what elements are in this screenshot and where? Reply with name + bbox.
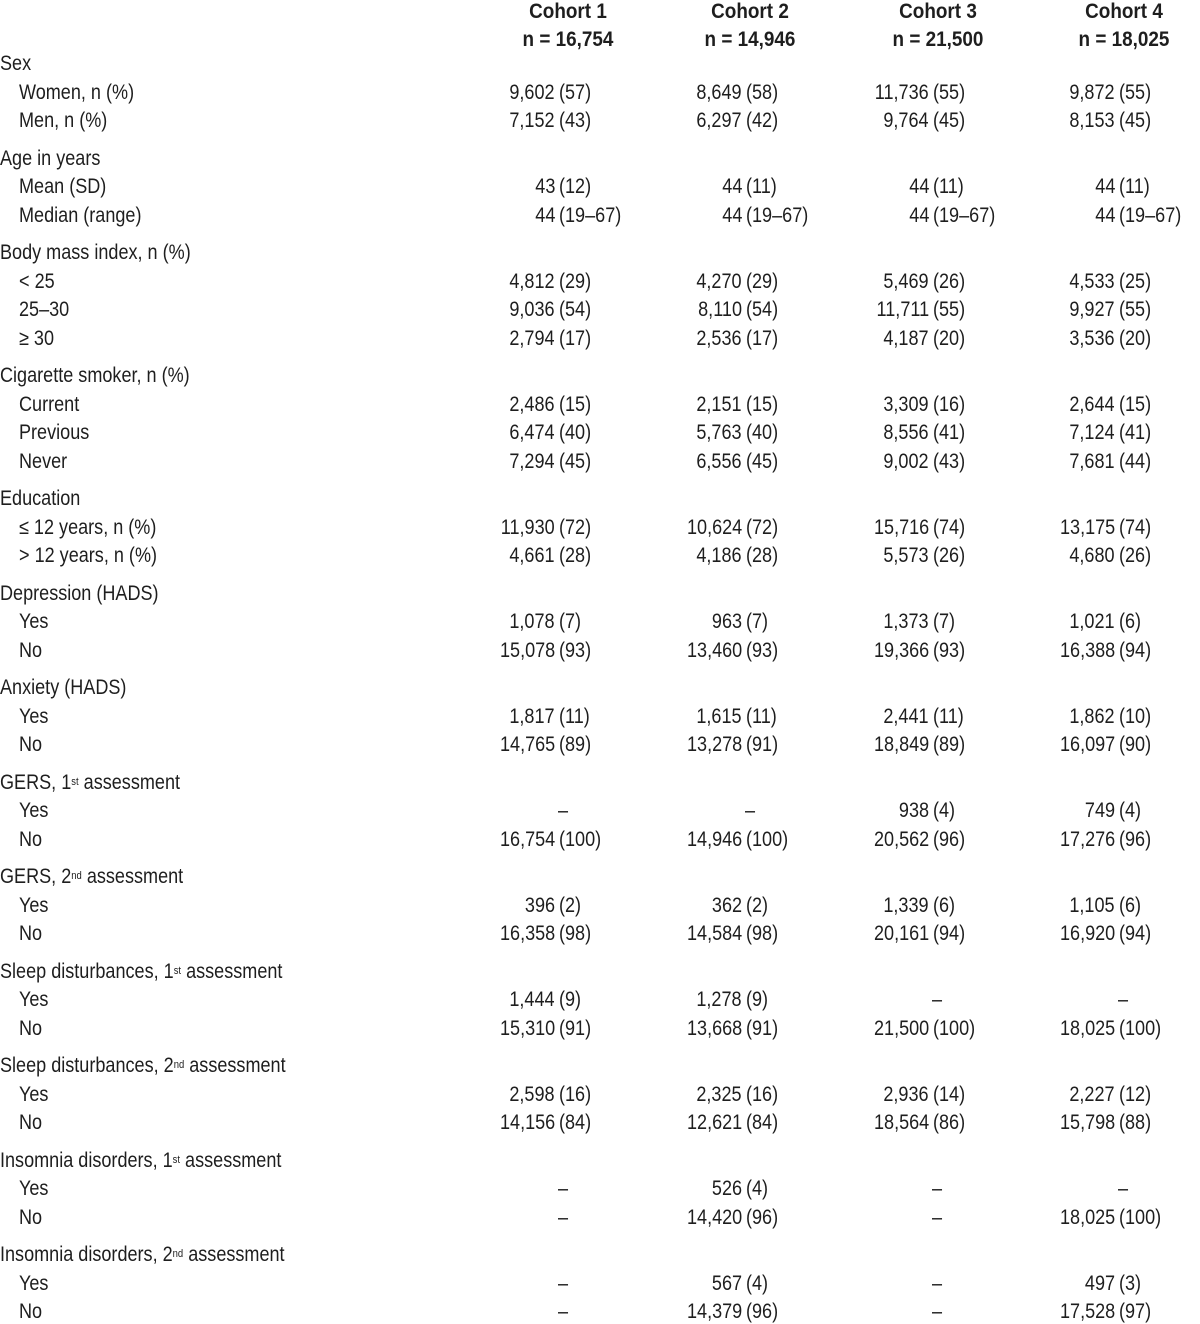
percent-value: (89) xyxy=(559,733,592,756)
percent-value: (98) xyxy=(746,922,779,945)
group-label-text: Cigarette smoker, n (%) xyxy=(0,364,190,387)
count-value: 44 xyxy=(1094,203,1115,227)
percent-value: (4) xyxy=(933,799,956,822)
group-label xyxy=(0,364,190,388)
count-value: 6,556 xyxy=(696,449,742,473)
count-value: 3,536 xyxy=(1069,326,1115,350)
percent-value: (16) xyxy=(559,1082,592,1106)
count-value: 9,602 xyxy=(509,80,555,104)
row-label: Yes xyxy=(19,1082,49,1106)
percent-value: (2) xyxy=(746,893,769,917)
column-header-cohort-2 xyxy=(696,0,804,52)
count-value: 497 xyxy=(1084,1271,1115,1295)
count-value: 2,598 xyxy=(509,1082,555,1106)
count-value: 1,615 xyxy=(696,704,742,728)
percent-value: (86) xyxy=(933,1111,966,1134)
not-available-dash: – xyxy=(931,988,943,1011)
row-label: Yes xyxy=(19,704,49,728)
count-value: 9,764 xyxy=(883,109,929,132)
percent-value: (94) xyxy=(1119,638,1152,662)
percent-value: (29) xyxy=(746,269,779,293)
ordinal-suffix: st xyxy=(71,775,79,788)
percent-value: (93) xyxy=(746,638,779,662)
count-value: 7,681 xyxy=(1069,449,1115,473)
percent-value: (29) xyxy=(559,269,592,293)
count-value: 4,187 xyxy=(883,326,929,350)
percent-value: (26) xyxy=(933,269,966,293)
count-value: 44 xyxy=(908,175,929,198)
percent-value: (84) xyxy=(559,1111,592,1134)
count-value: 4,533 xyxy=(1069,269,1115,293)
not-available-dash: – xyxy=(557,1271,569,1295)
count-value: 4,661 xyxy=(509,544,555,567)
percent-value: (19–67) xyxy=(746,203,809,227)
count-value: 15,310 xyxy=(499,1016,555,1040)
percent-value: (7) xyxy=(933,610,956,633)
row-label: No xyxy=(19,1300,43,1323)
percent-value: (26) xyxy=(1119,544,1152,567)
count-value: 14,946 xyxy=(686,827,742,851)
percent-value: (84) xyxy=(746,1111,779,1134)
percent-value: (94) xyxy=(933,922,966,945)
count-value: 15,716 xyxy=(873,515,929,539)
count-value: 749 xyxy=(1084,799,1115,822)
percent-value: (55) xyxy=(1119,298,1152,321)
row-label: Yes xyxy=(19,610,49,633)
count-value: 8,153 xyxy=(1069,109,1115,132)
percent-value: (4) xyxy=(746,1177,769,1200)
group-label-text: Insomnia disorders, 2 xyxy=(0,1243,173,1266)
group-label xyxy=(0,960,282,984)
count-value: 17,528 xyxy=(1059,1300,1115,1323)
count-value: 9,036 xyxy=(509,298,555,321)
count-value: 44 xyxy=(534,203,555,227)
count-value: 2,794 xyxy=(509,326,555,350)
not-available-dash: – xyxy=(931,1271,943,1295)
row-label: ≥ 30 xyxy=(19,326,55,350)
percent-value: (19–67) xyxy=(559,203,622,227)
group-label-suffix: assessment xyxy=(181,959,283,983)
row-label: Current xyxy=(19,392,80,416)
count-value: 396 xyxy=(524,893,555,917)
count-value: 16,358 xyxy=(499,922,555,945)
not-available-dash: – xyxy=(557,799,569,822)
count-value: 526 xyxy=(711,1177,742,1200)
count-value: 2,151 xyxy=(696,392,742,416)
row-label: Previous xyxy=(19,421,90,444)
count-value: 20,161 xyxy=(873,922,929,945)
group-label-text: Body mass index, n (%) xyxy=(0,241,191,264)
percent-value: (44) xyxy=(1119,449,1152,473)
column-n: n = 18,025 xyxy=(1078,28,1170,51)
count-value: 1,817 xyxy=(509,704,555,728)
count-value: 7,152 xyxy=(509,109,555,132)
ordinal-suffix: st xyxy=(172,1153,181,1166)
percent-value: (100) xyxy=(746,827,789,851)
percent-value: (88) xyxy=(1119,1111,1152,1134)
group-label-suffix: assessment xyxy=(183,1243,285,1266)
percent-value: (11) xyxy=(559,704,590,728)
row-label: No xyxy=(19,827,43,851)
count-value: 5,469 xyxy=(883,269,929,293)
percent-value: (16) xyxy=(746,1082,779,1106)
not-available-dash: – xyxy=(931,1205,943,1229)
count-value: 6,297 xyxy=(696,109,742,132)
count-value: 44 xyxy=(1094,175,1115,198)
count-value: 19,366 xyxy=(873,638,929,662)
row-label: Yes xyxy=(19,1177,49,1200)
row-label: 25–30 xyxy=(19,298,70,321)
count-value: 20,562 xyxy=(873,827,929,851)
row-label: Mean (SD) xyxy=(19,175,107,198)
group-label-text: Anxiety (HADS) xyxy=(0,676,127,699)
ordinal-suffix: nd xyxy=(172,1248,184,1260)
count-value: 18,849 xyxy=(873,733,929,756)
percent-value: (15) xyxy=(1119,392,1152,416)
percent-value: (55) xyxy=(1119,80,1152,104)
group-label xyxy=(0,52,31,76)
group-label xyxy=(0,865,183,889)
percent-value: (14) xyxy=(933,1082,966,1106)
column-header-cohort-4 xyxy=(1070,0,1178,52)
count-value: 44 xyxy=(908,203,929,227)
count-value: 18,564 xyxy=(873,1111,929,1134)
count-value: 13,460 xyxy=(686,638,742,662)
group-label-suffix: assessment xyxy=(180,1148,282,1172)
count-value: 1,105 xyxy=(1069,893,1115,917)
count-value: 14,379 xyxy=(686,1300,742,1323)
group-label-text: Depression (HADS) xyxy=(0,581,159,605)
row-label: No xyxy=(19,733,43,756)
count-value: 14,584 xyxy=(686,922,742,945)
ordinal-suffix: nd xyxy=(173,1059,185,1071)
column-header-cohort-1 xyxy=(514,0,622,52)
percent-value: (40) xyxy=(746,421,779,444)
percent-value: (96) xyxy=(746,1205,779,1229)
group-label-suffix: assessment xyxy=(81,865,184,888)
count-value: 9,927 xyxy=(1069,298,1115,321)
percent-value: (17) xyxy=(746,326,779,350)
count-value: 11,930 xyxy=(501,515,555,539)
percent-value: (43) xyxy=(933,449,966,473)
percent-value: (3) xyxy=(1119,1271,1142,1295)
count-value: 4,270 xyxy=(696,269,742,293)
percent-value: (42) xyxy=(746,109,779,132)
count-value: 18,025 xyxy=(1059,1205,1115,1229)
percent-value: (20) xyxy=(933,326,966,350)
column-n: n = 21,500 xyxy=(892,28,984,51)
count-value: 8,649 xyxy=(696,80,742,104)
count-value: 14,156 xyxy=(499,1111,555,1134)
row-label: Yes xyxy=(19,988,49,1011)
row-label: No xyxy=(19,638,43,662)
percent-value: (74) xyxy=(933,515,966,539)
count-value: 6,474 xyxy=(509,421,555,444)
row-label: Yes xyxy=(19,1271,49,1295)
count-value: 2,536 xyxy=(696,326,742,350)
count-value: 8,556 xyxy=(883,421,929,444)
percent-value: (100) xyxy=(933,1016,976,1040)
count-value: 44 xyxy=(721,175,742,198)
count-value: 44 xyxy=(721,203,742,227)
group-label xyxy=(0,487,80,511)
not-available-dash: – xyxy=(931,1177,943,1200)
count-value: 16,920 xyxy=(1059,922,1115,945)
count-value: 1,862 xyxy=(1069,704,1115,728)
column-header-cohort-3 xyxy=(884,0,992,52)
count-value: 13,278 xyxy=(686,733,742,756)
percent-value: (4) xyxy=(1119,799,1142,822)
row-label: Yes xyxy=(19,893,49,917)
percent-value: (2) xyxy=(559,893,582,917)
percent-value: (55) xyxy=(933,298,966,321)
percent-value: (100) xyxy=(1119,1205,1162,1229)
column-n: n = 14,946 xyxy=(704,28,796,51)
count-value: 1,078 xyxy=(509,610,555,633)
not-available-dash: – xyxy=(557,1205,569,1229)
percent-value: (12) xyxy=(559,175,592,198)
percent-value: (93) xyxy=(933,638,966,662)
count-value: 963 xyxy=(711,610,742,633)
percent-value: (58) xyxy=(746,80,779,104)
count-value: 13,668 xyxy=(686,1016,742,1040)
percent-value: (57) xyxy=(559,80,592,104)
percent-value: (45) xyxy=(559,449,592,473)
percent-value: (7) xyxy=(559,610,582,633)
percent-value: (28) xyxy=(746,544,779,567)
column-n: n = 16,754 xyxy=(522,28,614,51)
group-label-text: Education xyxy=(0,487,81,510)
row-label: No xyxy=(19,922,43,945)
percent-value: (10) xyxy=(1119,704,1152,728)
count-value: 362 xyxy=(711,893,742,917)
not-available-dash: – xyxy=(1117,1177,1129,1200)
count-value: 13,175 xyxy=(1059,515,1115,539)
percent-value: (7) xyxy=(746,610,769,633)
count-value: 16,097 xyxy=(1059,733,1115,756)
count-value: 18,025 xyxy=(1059,1016,1115,1040)
not-available-dash: – xyxy=(557,1300,569,1323)
count-value: 9,002 xyxy=(883,449,929,473)
count-value: 9,872 xyxy=(1069,80,1115,104)
count-value: 15,798 xyxy=(1059,1111,1115,1134)
count-value: 2,441 xyxy=(883,704,929,728)
count-value: 1,339 xyxy=(883,893,929,917)
percent-value: (97) xyxy=(1119,1300,1152,1323)
ordinal-suffix: nd xyxy=(71,870,82,882)
count-value: 16,754 xyxy=(499,827,555,851)
group-label-text: Sleep disturbances, 1 xyxy=(0,959,174,983)
percent-value: (9) xyxy=(559,988,582,1011)
percent-value: (28) xyxy=(559,544,592,567)
percent-value: (55) xyxy=(933,80,966,104)
count-value: 43 xyxy=(534,175,555,198)
not-available-dash: – xyxy=(557,1177,569,1200)
row-label: Never xyxy=(19,449,68,473)
count-value: 7,124 xyxy=(1069,421,1115,444)
count-value: 4,680 xyxy=(1069,544,1115,567)
count-value: 5,573 xyxy=(883,544,929,567)
count-value: 15,078 xyxy=(499,638,555,662)
percent-value: (6) xyxy=(933,893,956,917)
count-value: 4,812 xyxy=(509,269,555,293)
percent-value: (45) xyxy=(933,109,966,132)
percent-value: (98) xyxy=(559,922,592,945)
count-value: 11,711 xyxy=(876,298,929,321)
group-label xyxy=(0,241,191,265)
percent-value: (74) xyxy=(1119,515,1152,539)
row-label: No xyxy=(19,1111,43,1134)
group-label-text: Insomnia disorders, 1 xyxy=(0,1148,173,1172)
percent-value: (93) xyxy=(559,638,592,662)
percent-value: (11) xyxy=(933,175,964,198)
percent-value: (96) xyxy=(746,1300,779,1323)
percent-value: (96) xyxy=(1119,827,1152,851)
percent-value: (54) xyxy=(559,298,592,321)
group-label xyxy=(0,1054,286,1078)
row-label: No xyxy=(19,1016,43,1040)
row-label: > 12 years, n (%) xyxy=(19,544,158,567)
percent-value: (17) xyxy=(559,326,592,350)
percent-value: (9) xyxy=(746,988,769,1011)
percent-value: (94) xyxy=(1119,922,1152,945)
percent-value: (72) xyxy=(746,515,779,539)
group-label xyxy=(0,1149,281,1173)
percent-value: (100) xyxy=(559,827,602,851)
percent-value: (25) xyxy=(1119,269,1152,293)
percent-value: (4) xyxy=(746,1271,769,1295)
count-value: 3,309 xyxy=(883,392,929,416)
count-value: 5,763 xyxy=(696,421,742,444)
count-value: 10,624 xyxy=(686,515,742,539)
count-value: 2,486 xyxy=(509,392,555,416)
percent-value: (45) xyxy=(1119,109,1152,132)
percent-value: (91) xyxy=(746,1016,779,1040)
count-value: 8,110 xyxy=(698,298,742,321)
group-label-text: Age in years xyxy=(0,146,101,170)
percent-value: (43) xyxy=(559,109,592,132)
row-label: Men, n (%) xyxy=(19,109,108,132)
count-value: 4,186 xyxy=(696,544,742,567)
count-value: 1,021 xyxy=(1069,610,1115,633)
percent-value: (19–67) xyxy=(1119,203,1182,227)
column-title: Cohort 3 xyxy=(899,0,977,23)
percent-value: (40) xyxy=(559,421,592,444)
percent-value: (6) xyxy=(1119,610,1142,633)
percent-value: (11) xyxy=(1119,175,1150,198)
count-value: 16,388 xyxy=(1059,638,1115,662)
percent-value: (100) xyxy=(1119,1016,1162,1040)
count-value: 12,621 xyxy=(686,1111,742,1134)
percent-value: (89) xyxy=(933,733,966,756)
group-label-text: GERS, 2 xyxy=(0,865,72,888)
count-value: 2,325 xyxy=(696,1082,742,1106)
row-label: ≤ 12 years, n (%) xyxy=(19,515,157,539)
group-label-text: Sleep disturbances, 2 xyxy=(0,1054,174,1077)
count-value: 1,444 xyxy=(509,988,555,1011)
not-available-dash: – xyxy=(744,799,756,822)
percent-value: (72) xyxy=(559,515,592,539)
percent-value: (20) xyxy=(1119,326,1152,350)
not-available-dash: – xyxy=(931,1300,943,1323)
row-label: No xyxy=(19,1205,43,1229)
percent-value: (16) xyxy=(933,392,966,416)
count-value: 11,736 xyxy=(875,80,929,104)
group-label-text: Sex xyxy=(0,52,32,75)
percent-value: (15) xyxy=(559,392,592,416)
row-label: Yes xyxy=(19,799,49,822)
count-value: 2,936 xyxy=(883,1082,929,1106)
not-available-dash: – xyxy=(1117,988,1129,1011)
group-label-suffix: assessment xyxy=(184,1054,286,1077)
group-label-text: GERS, 1 xyxy=(0,770,72,794)
percent-value: (91) xyxy=(559,1016,592,1040)
percent-value: (91) xyxy=(746,733,779,756)
percent-value: (19–67) xyxy=(933,203,996,227)
group-label xyxy=(0,771,180,795)
percent-value: (41) xyxy=(1119,421,1152,444)
row-label: Women, n (%) xyxy=(19,80,135,104)
percent-value: (6) xyxy=(1119,893,1142,917)
count-value: 17,276 xyxy=(1059,827,1115,851)
percent-value: (96) xyxy=(933,827,966,851)
column-title: Cohort 1 xyxy=(529,0,607,23)
group-label xyxy=(0,676,126,700)
count-value: 1,373 xyxy=(883,610,929,633)
percent-value: (54) xyxy=(746,298,779,321)
count-value: 14,420 xyxy=(686,1205,742,1229)
count-value: 2,644 xyxy=(1069,392,1115,416)
percent-value: (15) xyxy=(746,392,779,416)
column-title: Cohort 2 xyxy=(711,0,789,23)
count-value: 567 xyxy=(711,1271,742,1295)
group-label xyxy=(0,1243,285,1267)
count-value: 14,765 xyxy=(499,733,555,756)
group-label xyxy=(0,582,159,606)
percent-value: (90) xyxy=(1119,733,1152,756)
percent-value: (12) xyxy=(1119,1082,1152,1106)
count-value: 2,227 xyxy=(1069,1082,1115,1106)
count-value: 1,278 xyxy=(696,988,742,1011)
ordinal-suffix: st xyxy=(173,964,182,977)
row-label: Median (range) xyxy=(19,203,142,227)
group-label-suffix: assessment xyxy=(78,770,181,794)
count-value: 7,294 xyxy=(509,449,555,473)
count-value: 938 xyxy=(898,799,929,822)
count-value: 21,500 xyxy=(873,1016,929,1040)
row-label: < 25 xyxy=(19,269,55,293)
percent-value: (45) xyxy=(746,449,779,473)
percent-value: (41) xyxy=(933,421,966,444)
group-label xyxy=(0,147,100,171)
column-title: Cohort 4 xyxy=(1085,0,1163,23)
percent-value: (11) xyxy=(933,704,964,728)
percent-value: (11) xyxy=(746,704,777,728)
percent-value: (11) xyxy=(746,175,777,198)
percent-value: (26) xyxy=(933,544,966,567)
